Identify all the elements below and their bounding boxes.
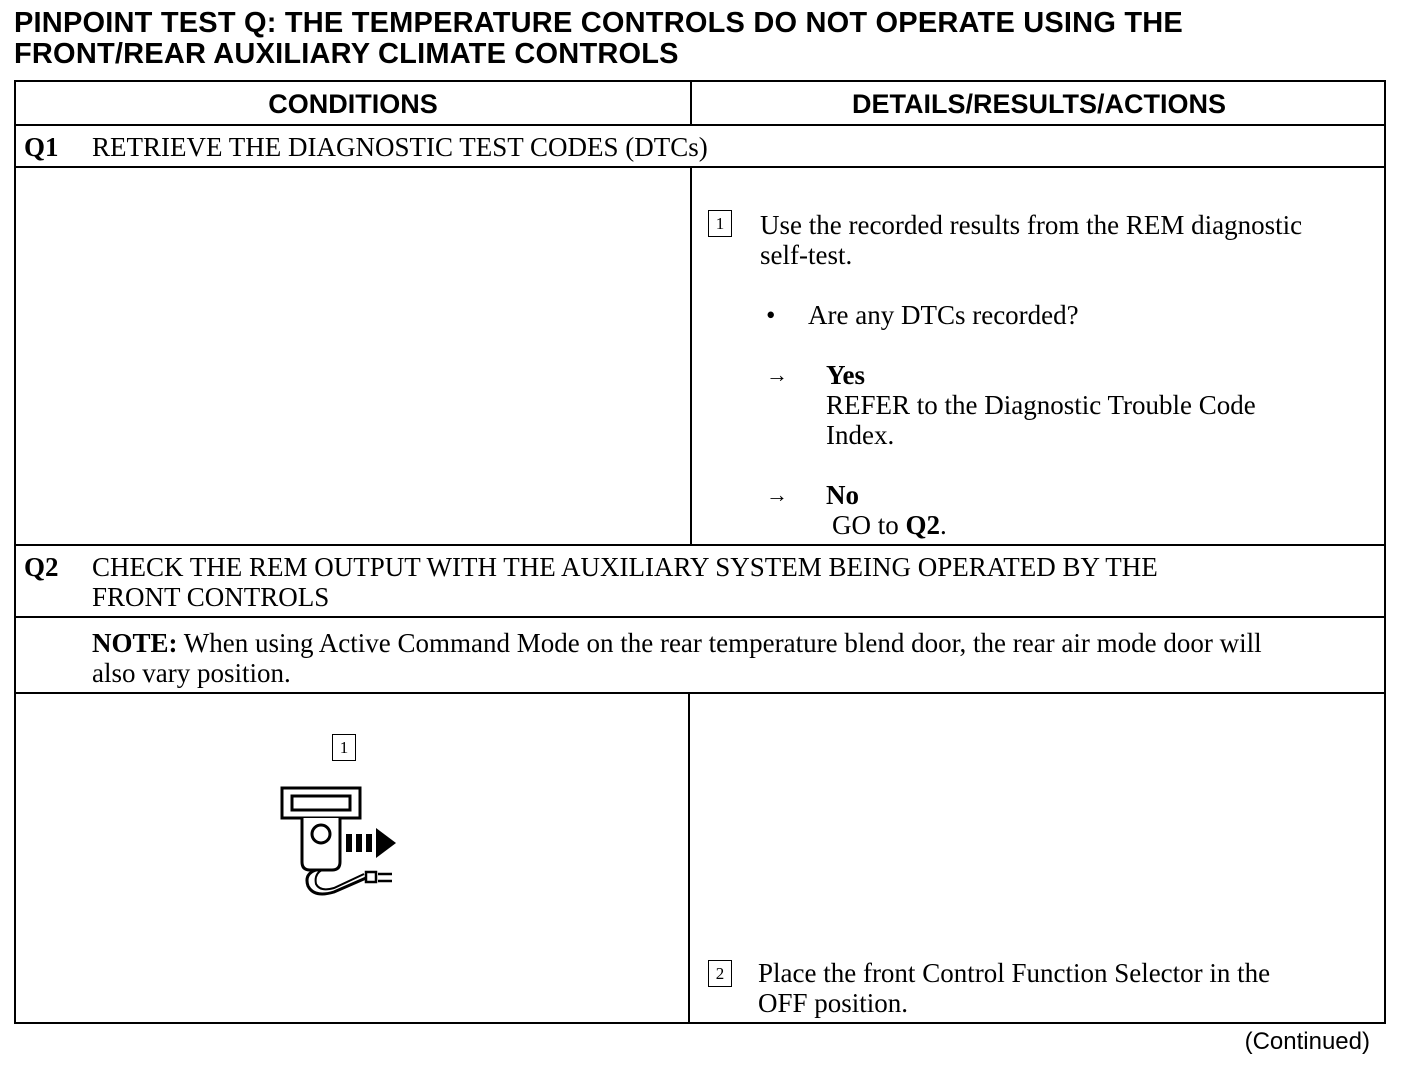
q1-step-number-box: 1	[708, 210, 732, 237]
arrow-bar-1	[346, 834, 352, 852]
q2-step-number-box: 2	[708, 960, 732, 987]
q2-note-label: NOTE:	[92, 628, 178, 658]
q1-yes-block	[826, 360, 1256, 450]
q1-yes-line1: REFER to the Diagnostic Trouble Code	[826, 390, 1256, 420]
tool-connector	[366, 872, 376, 882]
q1-no-goto: GO to	[832, 510, 899, 540]
q1-no-block	[826, 480, 947, 540]
q1-step-text	[760, 210, 1302, 270]
page-title-line1: PINPOINT TEST Q: THE TEMPERATURE CONTROLS DO NOT OPERATE USING THE	[14, 7, 1183, 39]
q2-note-line2: also vary position.	[92, 658, 291, 688]
q2-title-line2: FRONT CONTROLS	[92, 582, 330, 612]
q1-no-label: No	[826, 480, 859, 510]
q2-title	[92, 552, 1158, 612]
q2-note-line1: When using Active Command Mode on the rear temperature blend door, the rear air mode door will	[183, 628, 1262, 658]
note-divider	[16, 692, 1384, 694]
arrow-bar-3	[366, 834, 372, 852]
arrow-head	[376, 828, 396, 858]
q1-title: RETRIEVE THE DIAGNOSTIC TEST CODES (DTCs)	[92, 132, 708, 162]
tool-screen	[292, 796, 350, 810]
q1-yes-line2: Index.	[826, 420, 895, 450]
q1-yes-arrow: →	[766, 362, 788, 387]
q1-title-divider	[16, 166, 1384, 168]
diagnostic-tool-figure	[274, 782, 424, 912]
q1-no-target: Q2	[905, 510, 941, 540]
page-title-line2: FRONT/REAR AUXILIARY CLIMATE CONTROLS	[14, 38, 679, 70]
header-details: DETAILS/RESULTS/ACTIONS	[851, 88, 1226, 119]
q1-id: Q1	[24, 132, 59, 162]
pinpoint-test-table	[14, 80, 1386, 1024]
arrow-bar-2	[356, 834, 362, 852]
q2-step-line1: Place the front Control Function Selector in the	[758, 958, 1271, 988]
q2-id: Q2	[24, 552, 59, 582]
header-conditions: CONDITIONS	[268, 88, 438, 119]
tool-cable-inner	[316, 870, 364, 889]
q1-no-arrow: →	[766, 482, 788, 507]
tool-button	[312, 825, 330, 843]
q1-end-divider	[16, 544, 1384, 546]
q2-figure-step-box: 1	[332, 734, 356, 761]
q2-title-line1: CHECK THE REM OUTPUT WITH THE AUXILIARY SYSTEM BEING OPERATED BY THE	[92, 552, 1158, 582]
q2-title-divider	[16, 616, 1384, 618]
q1-step-line2: self-test.	[760, 240, 853, 270]
continued-label: (Continued)	[1244, 1028, 1370, 1055]
q1-question: Are any DTCs recorded?	[808, 300, 1079, 330]
q2-step-text	[758, 958, 1270, 1018]
q2-step-line2: OFF position.	[758, 988, 909, 1018]
q1-step-line1: Use the recorded results from the REM diagnostic	[760, 210, 1303, 240]
q1-yes-label: Yes	[826, 360, 865, 390]
q1-no-action	[826, 510, 947, 540]
page-title	[14, 8, 1394, 70]
column-divider-q2	[688, 692, 690, 1024]
q2-note	[92, 628, 1386, 688]
q1-bullet: •	[766, 300, 776, 330]
q1-no-period: .	[940, 510, 947, 540]
column-divider-q1	[690, 166, 692, 546]
